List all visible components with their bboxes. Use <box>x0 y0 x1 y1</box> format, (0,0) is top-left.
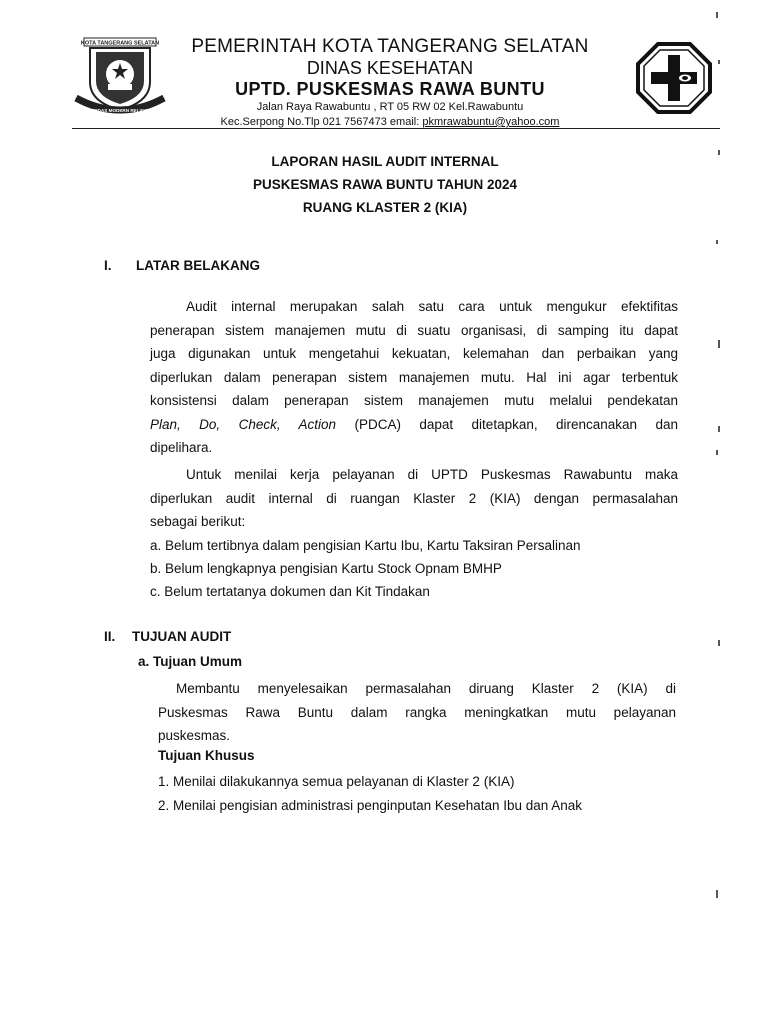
title-line-2: PUSKESMAS RAWA BUNTU TAHUN 2024 <box>252 177 518 192</box>
svg-text:CERDAS MODERN RELIGIUS: CERDAS MODERN RELIGIUS <box>87 108 153 113</box>
pdca-text: (PDCA) dapat ditetapkan, direncanakan dan <box>336 416 678 432</box>
contact <box>160 115 620 129</box>
title-line-1: LAPORAN HASIL AUDIT INTERNAL <box>271 154 499 169</box>
paragraph-line: dipelihara. <box>150 440 213 455</box>
scan-speck <box>718 640 720 646</box>
section-2-number: II. <box>104 629 116 644</box>
scan-speck <box>718 426 720 432</box>
title-line-3: RUANG KLASTER 2 (KIA) <box>302 200 468 215</box>
paragraph-line: juga digunakan untuk mengetahui kekuatan, kelemahan dan perbaikan yang <box>150 346 678 361</box>
general-objective-paragraph <box>158 677 676 748</box>
scan-speck <box>716 450 718 455</box>
contact-email: pkmrawabuntu@yahoo.com <box>422 116 560 128</box>
section-1-number: I. <box>104 258 112 273</box>
letterhead-divider <box>72 128 720 129</box>
general-objective-heading: a. Tujuan Umum <box>138 654 243 669</box>
scan-speck <box>718 340 720 348</box>
unit-name: UPTD. PUSKESMAS RAWA BUNTU <box>235 79 545 99</box>
scan-speck <box>718 150 720 155</box>
department-name: DINAS KESEHATAN <box>306 58 474 78</box>
paragraph-line: Audit internal merupakan salah satu cara untuk mengukur efektifitas <box>186 299 678 314</box>
puskesmas-logo-icon <box>636 42 712 114</box>
paragraph-line: sebagai berikut: <box>150 514 246 529</box>
specific-objective-2: 2. Menilai pengisian administrasi penginputan Kesehatan Ibu dan Anak <box>158 798 583 813</box>
paragraph-line: Membantu menyelesaikan permasalahan diruang Klaster 2 (KIA) di <box>176 681 676 696</box>
paragraph-line: diperlukan audit internal di ruangan Klaster 2 (KIA) dengan permasalahan <box>150 490 678 506</box>
svg-text:KOTA TANGERANG SELATAN: KOTA TANGERANG SELATAN <box>80 40 160 47</box>
government-name: PEMERINTAH KOTA TANGERANG SELATAN <box>191 36 589 57</box>
paragraph-line: Untuk menilai kerja pelayanan di UPTD Puskesmas Rawabuntu maka <box>186 467 678 482</box>
specific-objective-heading: Tujuan Khusus <box>158 748 255 763</box>
section-1-heading <box>104 258 404 278</box>
section-2-heading <box>104 629 404 649</box>
scan-speck <box>716 240 718 244</box>
address: Jalan Raya Rawabuntu , RT 05 RW 02 Kel.Rawabuntu <box>256 101 524 113</box>
letterhead <box>160 36 620 129</box>
section-1-title: LATAR BELAKANG <box>136 258 260 273</box>
paragraph-line: Puskesmas Rawa Buntu dalam rangka meningkatkan mutu pelayanan <box>158 704 676 720</box>
scan-speck <box>718 60 720 64</box>
paragraph-line: konsistensi dalam penerapan sistem manajemen mutu melalui pendekatan <box>150 393 678 408</box>
tangerang-selatan-emblem-icon <box>72 36 168 116</box>
paragraph-line <box>150 413 678 437</box>
issue-item-b: b. Belum lengkapnya pengisian Kartu Stock Opnam BMHP <box>150 561 502 576</box>
scan-speck <box>716 890 718 898</box>
section-2-title: TUJUAN AUDIT <box>132 629 232 644</box>
contact-phone: Kec.Serpong No.Tlp 021 7567473 email: <box>220 116 423 128</box>
issue-item-a: a. Belum tertibnya dalam pengisian Kartu Ibu, Kartu Taksiran Persalinan <box>150 538 581 553</box>
background-paragraph-1 <box>150 295 678 460</box>
pdca-italic: Plan, Do, Check, Action <box>150 416 337 432</box>
specific-objective-1: 1. Menilai dilakukannya semua pelayanan di Klaster 2 (KIA) <box>158 774 515 789</box>
report-title <box>100 150 670 219</box>
scan-speck <box>716 12 718 18</box>
paragraph-line: penerapan sistem manajemen mutu di suatu organisasi, di samping itu dapat <box>150 322 678 338</box>
issue-item-c: c. Belum tertatanya dokumen dan Kit Tindakan <box>150 584 430 599</box>
background-paragraph-2 <box>150 463 678 534</box>
paragraph-line: diperlukan dalam penerapan sistem manajemen mutu. Hal ini agar terbentuk <box>150 369 678 385</box>
paragraph-line: puskesmas. <box>158 728 231 743</box>
